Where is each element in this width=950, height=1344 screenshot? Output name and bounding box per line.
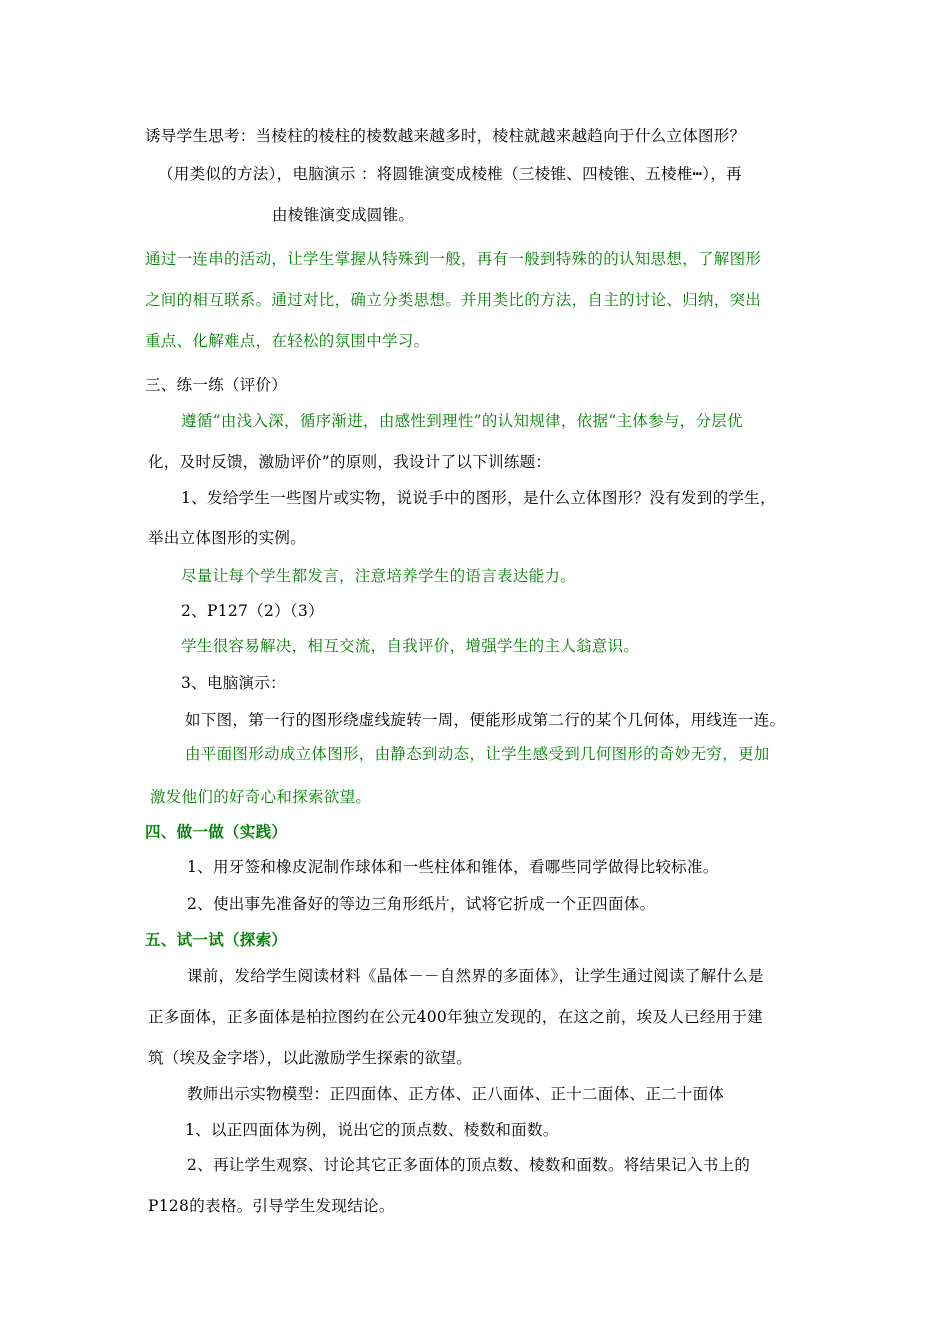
text-line-2: （用类似的方法），电脑演示 ：将圆锥演变成棱椎（三棱锥、四棱锥、五棱椎┅），再 [158, 165, 742, 183]
text-line-5: 之间的相互联系。通过对比，确立分类思想。并用类比的方法，自主的讨论、归纳，突出 [145, 291, 762, 309]
text-line-17: 由平面图形动成立体图形，由静态到动态，让学生感受到几何图形的奇妙无穷，更加 [185, 745, 770, 763]
text-line-25: 筑（埃及金字塔），以此激励学生探索的欲望。 [148, 1049, 473, 1067]
text-line-3: 由棱锥演变成圆锥。 [272, 206, 415, 224]
text-line-9: 化，及时反馈，激励评价”的原则，我设计了以下训练题： [148, 453, 552, 471]
text-line-1: 诱导学生思考：当棱柱的棱柱的棱数越来越多时，棱柱就越来越趋向于什么立体图形？ [145, 127, 746, 145]
text-line-11: 举出立体图形的实例。 [148, 529, 307, 547]
text-line-10: 1、发给学生一些图片或实物，说说手中的图形，是什么立体图形？没有发到的学生， [181, 489, 776, 507]
text-line-12: 尽量让每个学生都发言，注意培养学生的语言表达能力。 [181, 567, 577, 585]
section-heading-3: 三、练一练（评价） [145, 376, 288, 394]
text-line-29: P128的表格。引导学生发现结论。 [148, 1197, 395, 1215]
text-line-27: 1、以正四面体为例，说出它的顶点数、棱数和面数。 [185, 1121, 559, 1139]
text-line-13: 2、P127（2）（3） [181, 602, 324, 620]
text-line-8: 遵循“由浅入深，循序渐进，由感性到理性”的认知规律，依据“主体参与，分层优 [181, 412, 743, 430]
text-line-24: 正多面体，正多面体是柏拉图约在公元400年独立发现的，在这之前，埃及人已经用于建 [148, 1008, 764, 1026]
section-heading-5: 五、试一试（探索） [145, 931, 288, 949]
text-line-23: 课前，发给学生阅读材料《晶体－－自然界的多面体》，让学生通过阅读了解什么是 [187, 967, 764, 985]
text-line-20: 1、用牙签和橡皮泥制作球体和一些柱体和锥体，看哪些同学做得比较标准。 [187, 858, 719, 876]
text-line-16: 如下图，第一行的图形绕虚线旋转一周，便能形成第二行的某个几何体，用线连一连。 [185, 711, 786, 729]
text-line-6: 重点、化解难点，在轻松的氛围中学习。 [145, 332, 430, 350]
text-line-4: 通过一连串的活动，让学生掌握从特殊到一般，再有一般到特殊的的认知思想，了解图形 [145, 250, 762, 268]
text-line-15: 3、电脑演示： [181, 674, 286, 692]
text-line-28: 2、再让学生观察、讨论其它正多面体的顶点数、棱数和面数。将结果记入书上的 [187, 1156, 751, 1174]
section-heading-4: 四、做一做（实践） [145, 823, 288, 841]
text-line-14: 学生很容易解决，相互交流，自我评价，增强学生的主人翁意识。 [181, 637, 640, 655]
text-line-26: 教师出示实物模型：正四面体、正方体、正八面体、正十二面体、正二十面体 [187, 1085, 725, 1103]
text-line-18: 激发他们的好奇心和探索欲望。 [150, 788, 372, 806]
text-line-21: 2、使出事先准备好的等边三角形纸片，试将它折成一个正四面体。 [187, 895, 656, 913]
